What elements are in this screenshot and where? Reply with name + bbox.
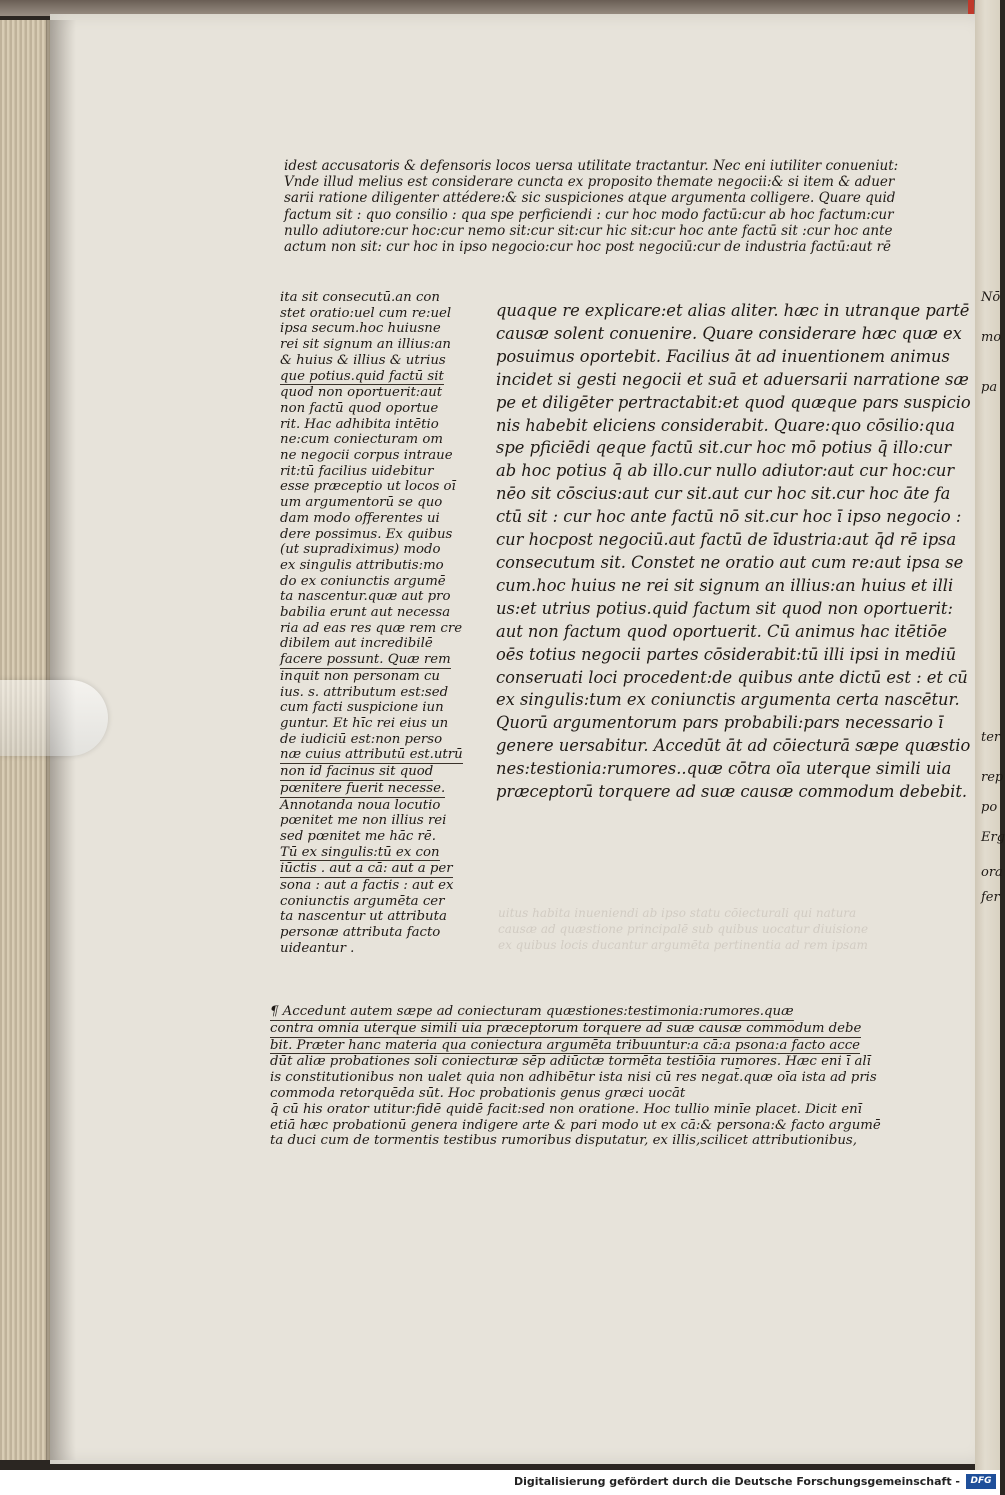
text-line: contra omnia uterque simili uia præceptorum torquere ad suæ causæ commodum debe	[270, 1020, 862, 1036]
text-line: ta nascentur.quæ aut pro	[280, 589, 451, 605]
text-line: (ut supradiximus) modo	[280, 542, 441, 558]
text-line: Quorū argumentorum pars probabili:pars necessario ī	[496, 713, 944, 733]
text-line: stet oratio:uel cum re:uel	[280, 305, 452, 321]
text-line: ita sit consecutū.an con	[280, 290, 440, 305]
text-line: ria ad eas res quæ rem cre	[280, 620, 463, 636]
text-line: spe pficiēdi qeque factū sit.cur hoc mō potius q̄ illo:cur	[496, 438, 952, 458]
text-line: uideantur .	[280, 940, 355, 956]
commentary-column	[280, 290, 490, 957]
text-line: actum non sit: cur hoc in ipso negocio:cur hoc post negociū:cur de industria factū:aut rē	[284, 239, 892, 256]
top-text-block	[284, 158, 944, 255]
adjacent-page-fragment: ora	[981, 865, 1003, 880]
adjacent-page-fragment: pa	[981, 380, 998, 395]
text-line: personæ attributa facto	[280, 925, 441, 941]
funding-notice: Digitalisierung gefördert durch die Deutsche Forschungsgemeinschaft -	[513, 1475, 960, 1488]
text-line: pœnitere fuerit necesse.	[280, 780, 446, 796]
text-line: us:et utrius potius.quid factum sit quod non oportuerit:	[496, 598, 953, 618]
text-line: incidet si gesti negocii et suā et aduersarii narratione sæ	[496, 369, 969, 389]
adjacent-page-fragment: po	[981, 800, 998, 815]
text-line: ex singulis attributis:mo	[280, 557, 444, 573]
text-line: oēs totius negocii partes cōsiderabit:tū illi ipsi in mediū	[496, 644, 957, 664]
text-line: genere uersabitur. Accedūt āt ad cōiecturā sæpe quæstio	[496, 736, 971, 756]
text-line: Vnde illud melius est considerare cuncta ex proposito themate negocii:& si item & aduer	[284, 174, 895, 191]
bleed-through-text	[498, 905, 948, 1005]
text-line: conseruati loci procedent:de quibus ante dictū est : et cū	[496, 667, 968, 687]
text-line: Annotanda noua locutio	[280, 797, 441, 813]
text-line: que potius.quid factū sit	[280, 368, 444, 384]
text-line: sona : aut a factis : aut ex	[280, 878, 454, 894]
text-line: coniunctis argumēta cer	[280, 893, 445, 909]
page-clip-marker	[0, 680, 108, 756]
bottom-commentary-block	[270, 1004, 945, 1149]
text-line: factum sit : quo consilio : qua spe perficiendi : cur hoc modo factū:cur ab hoc factum:cur	[284, 206, 894, 223]
text-line: & huius & illius & utrius	[280, 352, 446, 368]
text-line: is constitutionibus non ualet quia non adhibētur ista nisi cū res negat̄.quæ oīa ista ad pris	[270, 1070, 877, 1086]
text-line: ta duci cum de tormentis testibus rumoribus disputatur, ex illis,scilicet attributionibus,	[270, 1133, 857, 1149]
text-line: causæ ad quæstione principalē sub quibus uocatur diuisione	[498, 922, 869, 936]
text-line: ctū sit : cur hoc ante factū nō sit.cur hoc ī ipso negocio :	[496, 507, 962, 527]
text-line: rit. Hac adhibita intētio	[280, 416, 439, 432]
text-line: etiā hæc probationū genera indigere arte & pari modo ut ex cā:& persona:& facto argumē	[270, 1117, 881, 1133]
text-line: idest accusatoris & defensoris locos uersa utilitate tractantur. Nec eni iutiliter conueniut:	[284, 158, 899, 174]
text-line: uitus habita inueniendi ab ipso statu cōiecturali qui natura	[498, 906, 857, 920]
text-line: rit:tū facilius uidebitur	[280, 463, 434, 479]
text-line: ius. s. attributum est:sed	[280, 684, 449, 700]
adjacent-page-fragment: fer	[981, 890, 1000, 905]
text-line: quaque re explicare:et alias aliter. hæc in utranque partē	[496, 301, 970, 320]
text-line: guntur. Et hīc rei eius un	[280, 715, 449, 731]
adjacent-page-fragment: Nō	[981, 290, 1001, 305]
text-line: babilia erunt aut necessa	[280, 605, 451, 621]
text-line: do ex coniunctis argumē	[280, 573, 446, 589]
adjacent-page-fragment: rep	[981, 770, 1004, 785]
text-line: ta nascentur ut attributa	[280, 909, 447, 925]
text-line: Tū ex singulis:tū ex con	[280, 844, 440, 860]
text-line: cur hocpost negociū.aut factū de īdustria:aut q̄d rē ipsa	[496, 530, 957, 550]
adjacent-page-fragment: ter	[981, 730, 1001, 745]
text-line: facere possunt. Quæ rem	[280, 652, 451, 668]
text-line: ¶ Accedunt autem sæpe ad coniecturam quæstiones:testimonia:rumores.quæ	[270, 1004, 794, 1019]
text-line: q̄ cū his orator utitur:fidē quidē facit:sed non oratione. Hoc tullio minīe placet. Dicit enī	[270, 1101, 862, 1117]
text-line: commoda retorquēda sūt. Hoc probationis genus græci uocāt	[270, 1085, 686, 1101]
text-line: esse præceptio ut locos oī	[280, 479, 456, 495]
text-line: um argumentorū se quo	[280, 495, 443, 511]
text-line: causæ solent conuenire. Quare considerare hæc quæ ex	[496, 323, 962, 343]
text-line: aut non factum quod oportuerit. Cū animus hac itētiōe	[496, 621, 948, 641]
text-line: sed pœnitet me hāc rē.	[280, 828, 437, 844]
text-line: consecutum sit. Constet ne oratio aut cum re:aut ipsa se	[496, 552, 964, 572]
text-line: cum.hoc huius ne rei sit signum an illius:an huius et illi	[496, 575, 954, 595]
digitization-footer	[0, 1470, 1000, 1495]
text-line: bit. Præter hanc materia qua coniectura argumēta tribuuntur:a cā:a psona:a facto acce	[270, 1037, 861, 1053]
text-line: quod non oportuerit:aut	[280, 385, 443, 401]
text-line: ex singulis:tum ex coniunctis argumenta certa nascētur.	[496, 690, 960, 710]
text-line: nis habebit eliciens considerabit. Quare:quo cōsilio:qua	[496, 415, 956, 435]
text-line: pe et diligēter pertractabit:et quod quæque pars suspicio	[496, 392, 971, 412]
text-line: de iudiciū est:non perso	[280, 731, 443, 747]
text-line: nes:testionia:rumores..quæ cōtra oīa uterque simili uia	[496, 759, 952, 779]
text-line: non factū quod oportue	[280, 400, 439, 416]
text-line: iūctis . aut a cā: aut a per	[280, 861, 453, 877]
text-line: non id facinus sit quod	[280, 764, 434, 780]
adjacent-page-fragment: Erg	[981, 830, 1005, 845]
text-line: posuimus oportebit. Facilius āt ad inuentionem animus	[496, 346, 950, 366]
text-line: ipsa secum.hoc huiusne	[280, 321, 441, 337]
text-line: ab hoc potius q̄ ab illo.cur nullo adiutor:aut cur hoc:cur	[496, 461, 955, 481]
text-line: næ cuius attributū est.utrū	[280, 747, 463, 763]
text-line: dere possimus. Ex quibus	[280, 526, 453, 542]
text-line: nēo sit cōscius:aut cur sit.aut cur hoc sit.cur hoc āte fa	[496, 484, 951, 504]
text-line: dibilem aut incredibilē	[280, 636, 433, 652]
text-line: sarii ratione diligenter attédere:& sic suspiciones atque argumenta colligere. Quare quid	[284, 190, 896, 207]
text-line: dūt aliæ probationes soli coniecturæ sēp adiūctæ tormēta testiōia rumores. Hæc eni ī alī	[270, 1054, 871, 1070]
text-line: nullo adiutore:cur hoc:cur nemo sit:cur sit:cur hic sit:cur hoc ante factū sit :cur hoc ante	[284, 222, 893, 239]
text-line: dam modo offerentes ui	[280, 510, 440, 526]
dfg-logo: DFG	[966, 1474, 996, 1489]
text-line: ne:cum coniecturam om	[280, 432, 443, 448]
text-line: inquit non personam cu	[280, 668, 440, 684]
text-line: rei sit signum an illius:an	[280, 337, 451, 353]
text-line: ex quibus locis ducantur argumēta pertinentia ad rem ipsam	[498, 938, 868, 952]
text-line: ne negocii corpus intraue	[280, 448, 453, 464]
main-text-column	[496, 300, 971, 804]
text-line: præceptorū torquere ad suæ causæ commodum debebit.	[496, 782, 968, 802]
adjacent-page-fragment: mo	[981, 330, 1002, 345]
text-line: cum facti suspicione iun	[280, 700, 444, 716]
text-line: pœnitet me non illius rei	[280, 813, 447, 829]
